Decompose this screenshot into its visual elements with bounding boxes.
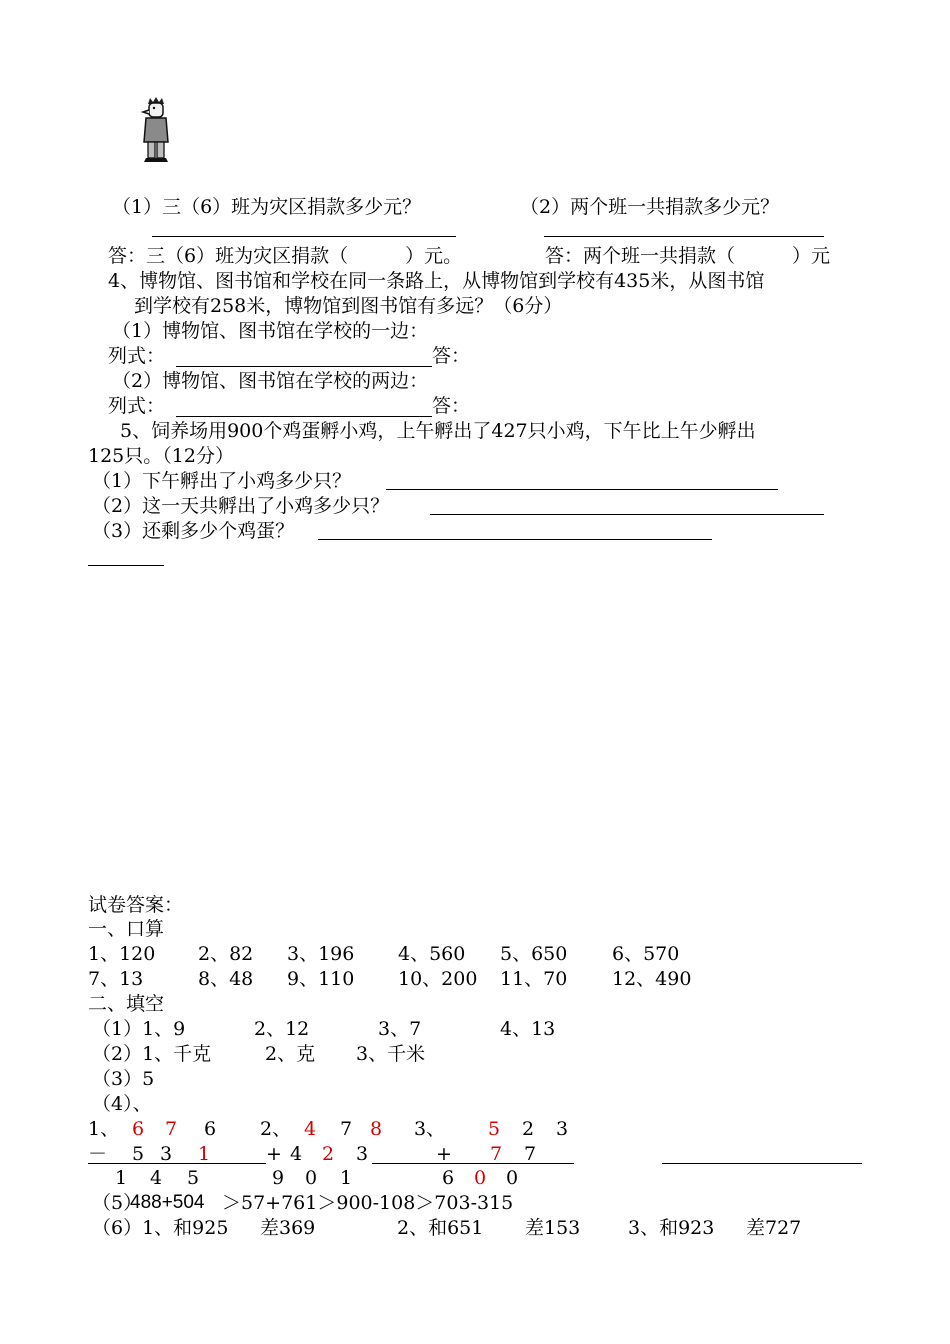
digit: 0 (474, 1167, 487, 1189)
digit: 7 (340, 1118, 353, 1140)
answer-line[interactable] (430, 514, 824, 515)
digit: 3 (556, 1118, 569, 1140)
fill-answer: （6）1、和925 (92, 1217, 229, 1239)
q5-sub3: （3）还剩多少个鸡蛋？ (92, 520, 295, 542)
q5-sub1: （1）下午孵出了小鸡多少只？ (92, 470, 352, 492)
fill-answer: 2、克 (265, 1043, 316, 1065)
fill-answer: 3、千米 (356, 1043, 426, 1065)
answer-line[interactable] (318, 539, 712, 540)
digit: 5 (187, 1167, 200, 1189)
fill-answer: （4）、 (92, 1093, 152, 1115)
formula-label: 列式： (108, 345, 166, 367)
oral-answer: 12、490 (612, 968, 692, 990)
oral-answer: 6、570 (612, 943, 680, 965)
separator-line (88, 565, 164, 566)
fill-answer: 差369 (260, 1217, 316, 1239)
fill-answer: （3）5 (92, 1068, 155, 1090)
oral-answer: 5、650 (500, 943, 568, 965)
answer-line[interactable] (176, 366, 432, 367)
oral-answer: 4、560 (398, 943, 466, 965)
digit: 6 (132, 1118, 145, 1140)
digit: 3 (160, 1143, 173, 1165)
q4-case1: （1）博物馆、图书馆在学校的一边： (112, 320, 429, 342)
sum-line (88, 1163, 266, 1164)
q4-case2: （2）博物馆、图书馆在学校的两边： (112, 370, 429, 392)
fill-answer: 3、和923 (628, 1217, 715, 1239)
answer-label: 答： (432, 345, 471, 367)
q5-line2: 125只。（12分） (88, 445, 234, 467)
q3-sub2: （2）两个班一共捐款多少元？ (520, 196, 780, 218)
q3-sub1: （1）三（6）班为灾区捐款多少元？ (112, 196, 422, 218)
oral-answer: 8、48 (198, 968, 254, 990)
answer-line[interactable] (176, 416, 432, 417)
answer-line[interactable] (544, 236, 824, 237)
digit: 1 (198, 1143, 211, 1165)
fill-answer: 3、7 (378, 1018, 422, 1040)
person-figure (136, 96, 180, 166)
fill-answer: 差727 (746, 1217, 802, 1239)
plus-sign: + (266, 1143, 282, 1165)
digit: 4 (150, 1167, 163, 1189)
fill-answer: （1）1、9 (92, 1018, 186, 1040)
fill-answer: ＞57+761＞900-108＞703-315 (222, 1192, 514, 1214)
fill-answer: （2）1、千克 (92, 1043, 212, 1065)
digit: 8 (370, 1118, 383, 1140)
plus-sign: + (436, 1143, 452, 1165)
digit: 4 (304, 1118, 317, 1140)
answer-line[interactable] (152, 236, 456, 237)
oral-answer: 3、196 (287, 943, 355, 965)
problem-label: 3、 (414, 1118, 446, 1140)
q4-line2: 到学校有258米，博物馆到图书馆有多远？（6分） (134, 295, 563, 317)
oral-answer: 2、82 (198, 943, 254, 965)
digit: 6 (204, 1118, 217, 1140)
problem-label: 2、 (260, 1118, 292, 1140)
oral-answer: 11、70 (500, 968, 568, 990)
digit: 6 (442, 1167, 455, 1189)
digit: 0 (506, 1167, 519, 1189)
digit: 5 (132, 1143, 145, 1165)
formula-label: 列式： (108, 395, 166, 417)
oral-answer: 9、110 (287, 968, 355, 990)
q3-answer2: 答：两个班一共捐款（ ）元 (545, 245, 831, 267)
answers-title: 试卷答案： (88, 894, 184, 916)
q5-line1: 5、饲养场用900个鸡蛋孵小鸡，上午孵出了427只小鸡，下午比上午少孵出 (120, 420, 756, 442)
minus-sign: － (88, 1143, 108, 1165)
digit: 7 (490, 1143, 503, 1165)
digit: 9 (272, 1167, 285, 1189)
fill-answer: （5） (92, 1192, 143, 1214)
digit: 4 (290, 1143, 303, 1165)
q4-line1: 4、博物馆、图书馆和学校在同一条路上，从博物馆到学校有435米，从图书馆 (108, 270, 765, 292)
digit: 7 (524, 1143, 537, 1165)
digit: 2 (322, 1143, 335, 1165)
section-oral: 一、口算 (88, 918, 165, 940)
fill-answer: 2、和651 (397, 1217, 484, 1239)
oral-answer: 10、200 (398, 968, 478, 990)
digit: 7 (165, 1118, 178, 1140)
digit: 1 (340, 1167, 353, 1189)
answer-line[interactable] (386, 489, 778, 490)
problem-label: 1、 (88, 1118, 120, 1140)
oral-answer: 1、120 (88, 943, 156, 965)
q3-answer1: 答：三（6）班为灾区捐款（ ）元。 (108, 245, 463, 267)
q5-sub2: （2）这一天共孵出了小鸡多少只？ (92, 495, 390, 517)
answer-label: 答： (432, 395, 471, 417)
digit: 3 (356, 1143, 369, 1165)
separator-line (662, 1163, 862, 1164)
oral-answer: 7、13 (88, 968, 144, 990)
fill-expression: 488+504 (130, 1192, 205, 1213)
digit: 1 (115, 1167, 128, 1189)
sum-line (372, 1163, 574, 1164)
digit: 2 (522, 1118, 535, 1140)
fill-answer: 差153 (525, 1217, 581, 1239)
section-fill: 二、填空 (88, 993, 165, 1015)
fill-answer: 4、13 (500, 1018, 556, 1040)
fill-answer: 2、12 (254, 1018, 310, 1040)
digit: 0 (305, 1167, 318, 1189)
digit: 5 (488, 1118, 501, 1140)
